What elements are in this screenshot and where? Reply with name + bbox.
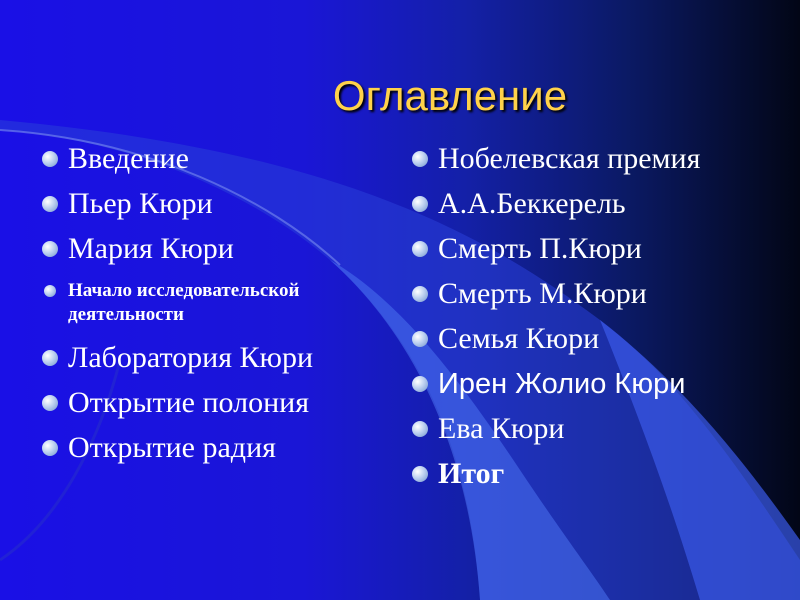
toc-item[interactable]: Ирен Жолио Кюри	[408, 365, 788, 410]
toc-left-column	[38, 140, 378, 474]
toc-item[interactable]: Смерть М.Кюри	[408, 275, 788, 320]
toc-item[interactable]: Смерть П.Кюри	[408, 230, 788, 275]
toc-item[interactable]: Пьер Кюри	[38, 185, 378, 230]
bullet-dot-icon	[42, 151, 58, 167]
toc-item[interactable]: Введение	[38, 140, 378, 185]
bullet-dot-icon	[42, 440, 58, 456]
toc-item[interactable]: Нобелевская премия	[408, 140, 788, 185]
bullet-dot-icon	[412, 286, 428, 302]
bullet-dot-icon	[412, 376, 428, 392]
toc-item[interactable]: Лаборатория Кюри	[38, 339, 378, 384]
bullet-dot-icon	[42, 395, 58, 411]
slide-title: Оглавление	[332, 72, 568, 119]
bullet-dot-icon	[412, 466, 428, 482]
bullet-dot-icon	[412, 331, 428, 347]
bullet-dot-icon	[412, 421, 428, 437]
bullet-dot-icon	[44, 285, 56, 297]
toc-item[interactable]: А.А.Беккерель	[408, 185, 788, 230]
toc-right-column	[408, 140, 788, 500]
toc-item[interactable]: Начало исследовательской деятельности	[38, 279, 378, 327]
toc-item[interactable]: Семья Кюри	[408, 320, 788, 365]
bullet-dot-icon	[42, 196, 58, 212]
toc-item[interactable]: Открытие радия	[38, 429, 378, 474]
toc-item[interactable]: Мария Кюри	[38, 230, 378, 275]
bullet-dot-icon	[42, 241, 58, 257]
toc-item[interactable]: Ева Кюри	[408, 410, 788, 455]
bullet-dot-icon	[412, 241, 428, 257]
bullet-dot-icon	[42, 350, 58, 366]
toc-item[interactable]: Открытие полония	[38, 384, 378, 429]
bullet-dot-icon	[412, 196, 428, 212]
toc-item[interactable]: Итог	[408, 455, 788, 500]
bullet-dot-icon	[412, 151, 428, 167]
